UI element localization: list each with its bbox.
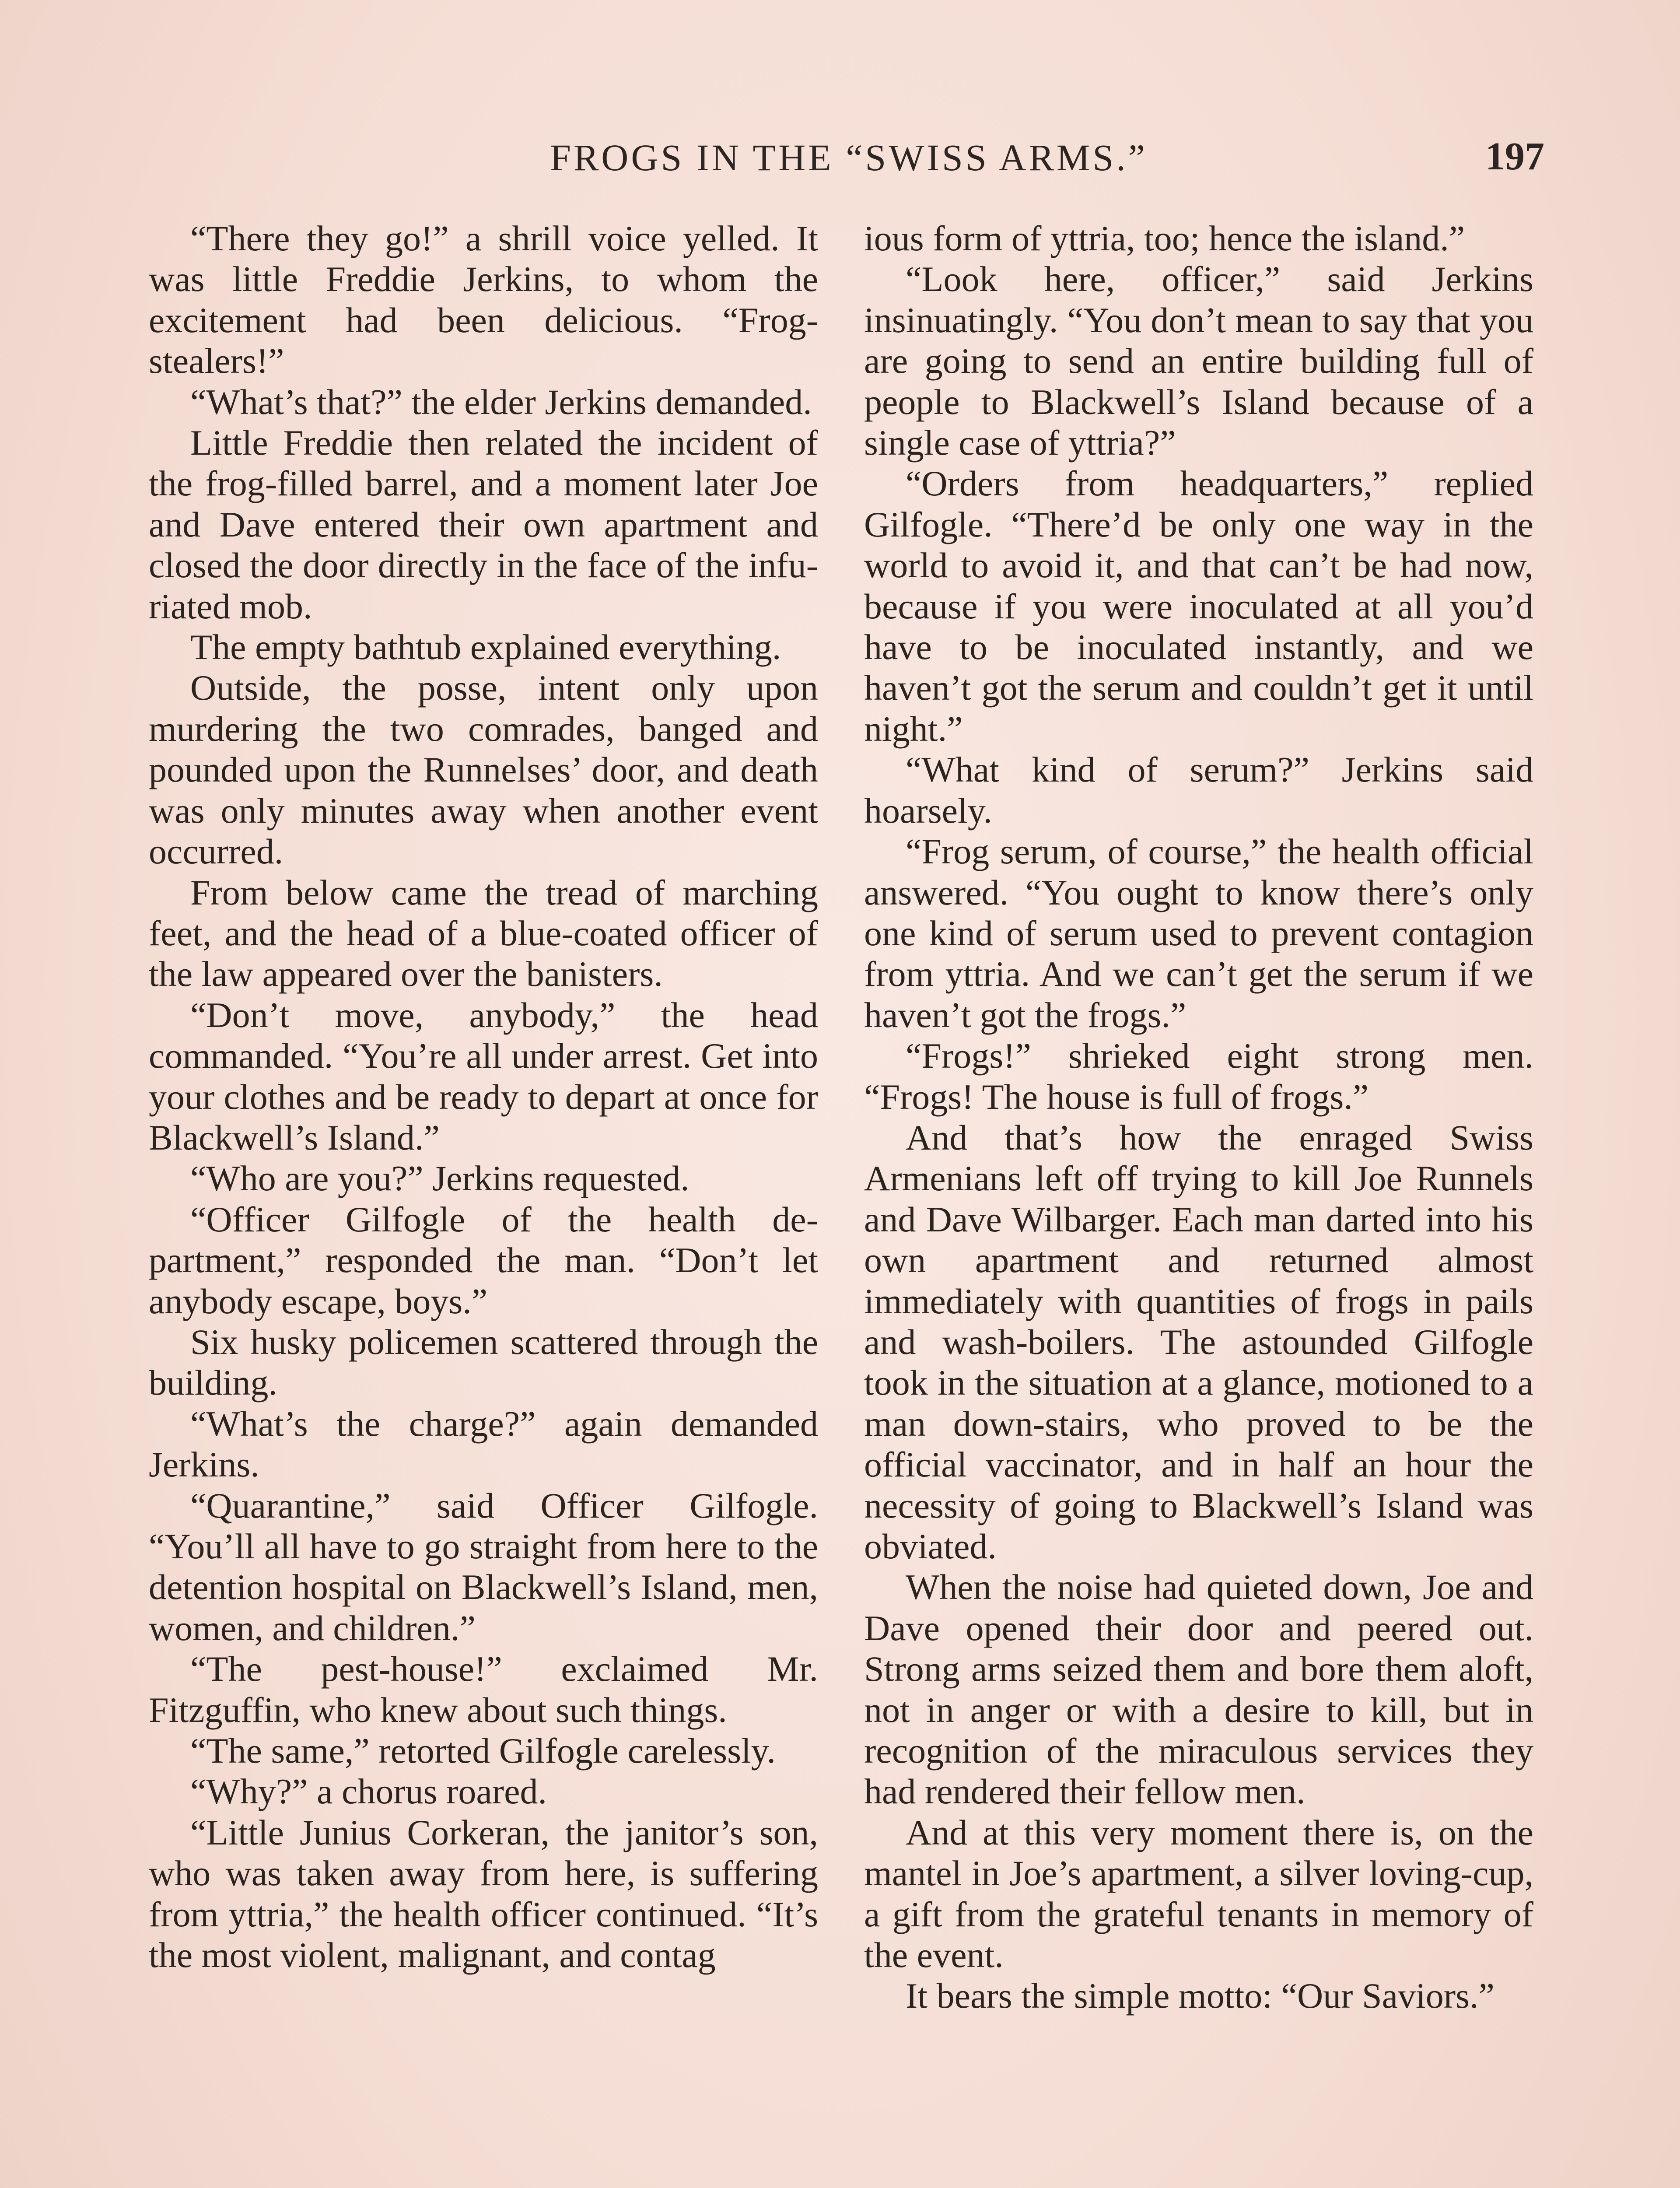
left-column	[149, 218, 818, 1975]
paragraph: “Little Junius Corkeran, the janitor’s son, who was taken away from here, is suffering from yttria,” the health officer continued. “It’s the most violent, malignant, and contag	[149, 1812, 818, 1975]
paragraph: “What’s the charge?” again demanded Jerkins.	[149, 1403, 818, 1485]
paragraph: “Frogs!” shrieked eight strong men. “Frogs! The house is full of frogs.”	[864, 1036, 1533, 1117]
paragraph: When the noise had quieted down, Joe and Dave opened their door and peered out. Strong arms seized them and bore them aloft, not in anger or with a desire to kill, but in recognition of the miraculous services they had rendered their fellow men.	[864, 1567, 1533, 1812]
paragraph: The empty bathtub explained everything.	[190, 627, 781, 667]
paragraph: Little Freddie then related the incident of the frog-filled barrel, and a moment later Joe and Dave entered their own apartment and closed the door directly in the face of the infuriated mob.	[149, 423, 818, 626]
page-number: 197	[1485, 135, 1544, 178]
paragraph: “Frog serum, of course,” the health official answered. “You ought to know there’s only one kind of serum used to prevent contagion from yttria. And we can’t get the serum if we haven’t got the frogs.”	[864, 831, 1533, 1035]
paragraph: “The pest-house!” exclaimed Mr. Fitzguffin, who knew about such things.	[149, 1649, 818, 1730]
paragraph: And that’s how the enraged Swiss Armenians left off trying to kill Joe Runnels and Dave Wilbarger. Each man darted into his own apartment and returned almost immediately with quantities of frogs in pails and wash-boilers. The astounded Gilfogle took in the situation at a glance, motioned to a man down-stairs, who proved to be the official vaccinator, and in half an hour the necessity of going to Blackwell’s Island was obviated.	[864, 1117, 1533, 1566]
paragraph: “The same,” retorted Gilfogle carelessly.	[190, 1731, 776, 1771]
paragraph: “There they go!” a shrill voice yelled. It was little Freddie Jerkins, to whom the excitement had been delicious. “Frog-stealers!”	[149, 218, 818, 381]
paragraph: “Don’t move, anybody,” the head commanded. “You’re all under arrest. Get into your clothes and be ready to depart at once for Blackwell’s Island.”	[149, 995, 818, 1157]
paragraph: “What’s that?” the elder Jerkins demanded.	[190, 382, 812, 422]
paragraph: “Officer Gilfogle of the health department,” responded the man. “Don’t let anybody escape, boys.”	[149, 1199, 818, 1321]
paragraph-continued: ious form of yttria, too; hence the island.”	[864, 218, 1465, 258]
paragraph: “Quarantine,” said Officer Gilfogle. “You’ll all have to go straight from here to the detention hospital on Blackwell’s Island, men, women, and children.”	[149, 1485, 818, 1648]
paragraph: “Who are you?” Jerkins requested.	[190, 1158, 690, 1199]
paragraph: From below came the tread of marching feet, and the head of a blue-coated officer of the law appeared over the banisters.	[149, 872, 818, 994]
paragraph: “Orders from headquarters,” replied Gilfogle. “There’d be only one way in the world to avoid it, and that can’t be had now, because if you were inoculated at all you’d have to be inoculated instantly, and we haven’t got the serum and couldn’t get it until night.”	[864, 463, 1533, 749]
paragraph: It bears the simple motto: “Our Saviors.”	[906, 1976, 1494, 2016]
paragraph: “Why?” a chorus roared.	[190, 1771, 547, 1812]
paragraph: “What kind of serum?” Jerkins said hoarsely.	[864, 750, 1533, 831]
paragraph: Outside, the posse, intent only upon murdering the two comrades, banged and pounded upon the Runnelses’ door, and death was only minutes away when another event occurred.	[149, 668, 818, 872]
running-title: FROGS IN THE “SWISS ARMS.”	[550, 137, 1148, 179]
paragraph: Six husky policemen scattered through the building.	[149, 1322, 818, 1403]
paragraph: “Look here, officer,” said Jerkins insinuatingly. “You don’t mean to say that you are going to send an entire building full of people to Blackwell’s Island because of a single case of yttria?”	[864, 259, 1533, 463]
right-column	[864, 218, 1533, 2016]
paragraph: And at this very moment there is, on the mantel in Joe’s apartment, a silver loving-cup, a gift from the grateful tenants in memory of the event.	[864, 1812, 1533, 1975]
